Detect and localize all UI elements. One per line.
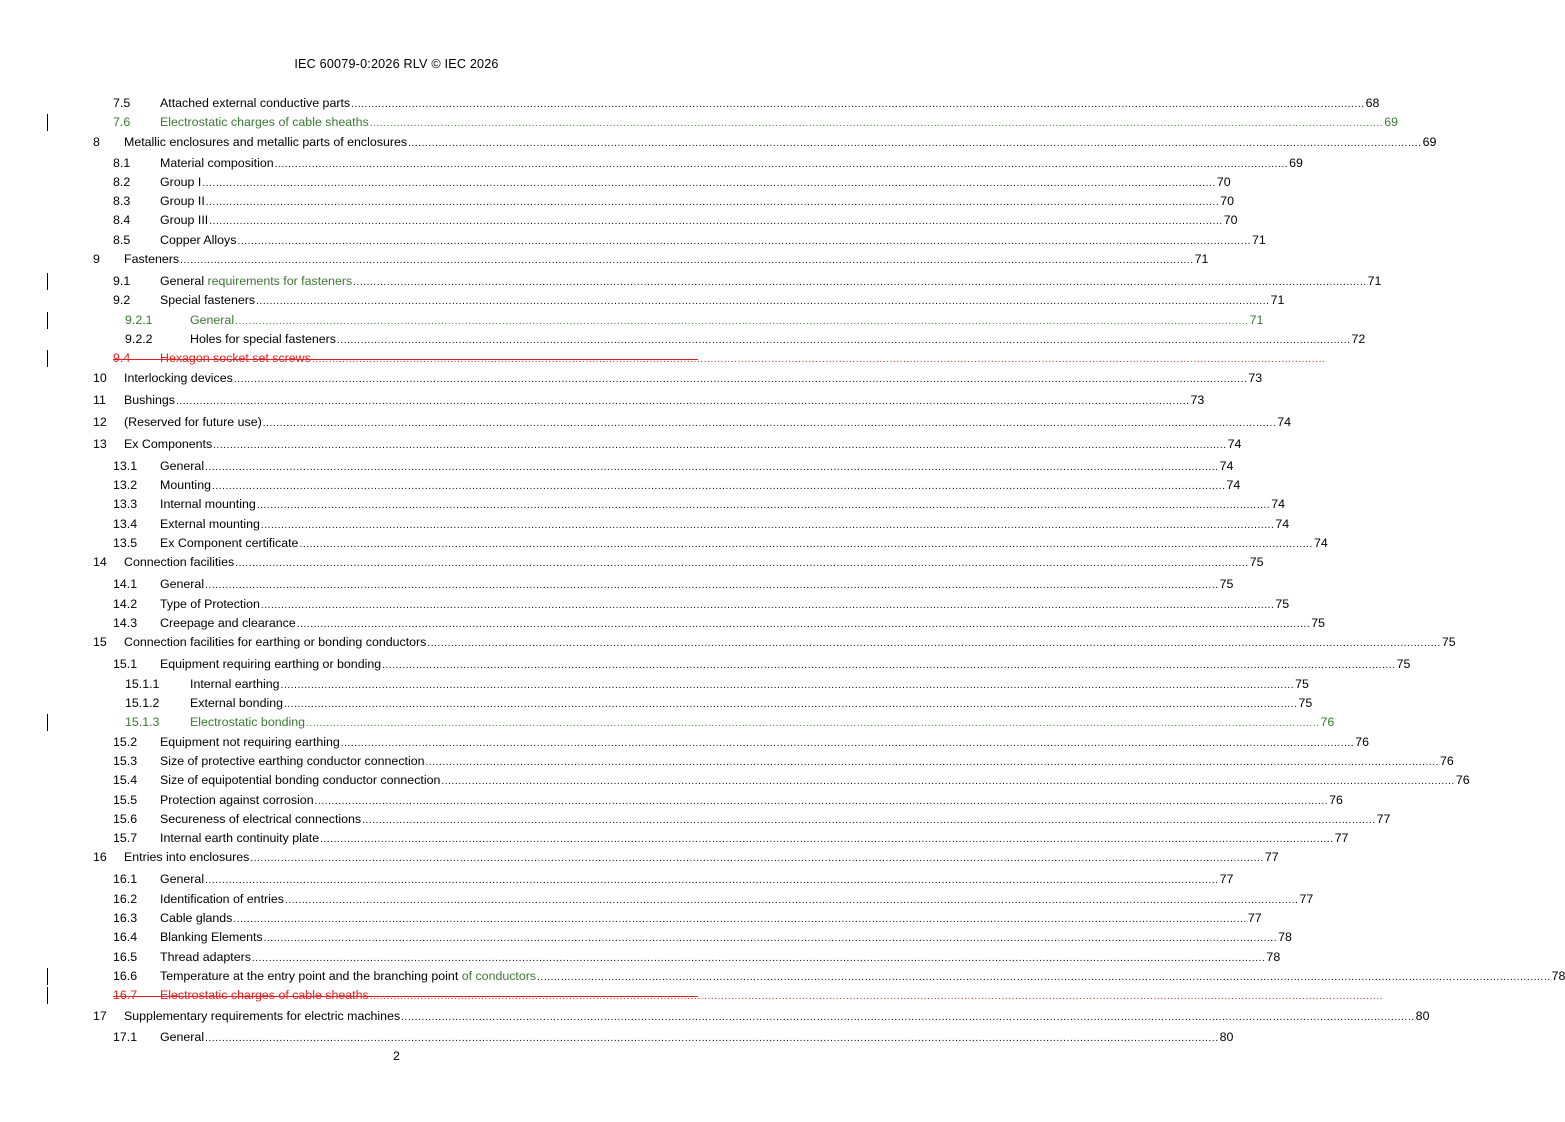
title-text: Special fasteners	[160, 293, 256, 307]
toc-entry-page: 74	[1275, 517, 1290, 531]
title-text: Size of protective earthing conductor connection	[160, 754, 425, 768]
toc-entry-number: 13.5	[113, 536, 138, 550]
dot-leader: ............................................................................................................................................................................................................................................................................................................	[209, 216, 1223, 227]
toc-entry-title	[160, 534, 298, 552]
dot-leader: ............................................................................................................................................................................................................................................................................................................	[353, 277, 1367, 288]
dot-leader: ............................................................................................................................................................................................................................................................................................................	[340, 738, 1355, 749]
title-text: General	[160, 459, 205, 473]
toc-entry-page: 76	[1320, 715, 1335, 729]
toc-entry-title	[160, 94, 350, 112]
inserted-text: Electrostatic charges of cable sheaths	[160, 115, 369, 129]
dot-leader: ............................................................................................................................................................................................................................................................................................................	[205, 1033, 1219, 1044]
toc-entry-page: 74	[1226, 478, 1241, 492]
toc-entry[interactable]	[0, 752, 1454, 770]
toc-entry-title	[160, 986, 369, 1004]
toc-entry[interactable]	[0, 391, 1205, 409]
toc-entry-title	[160, 733, 340, 751]
toc-entry[interactable]	[0, 369, 1263, 387]
title-text: Bushings	[124, 393, 175, 407]
dot-leader: ............................................................................................................................................................................................................................................................................................................	[237, 236, 1251, 247]
dot-leader: ............................................................................................................................................................................................................................................................................................................	[311, 354, 1326, 365]
title-text: Ex Components	[124, 437, 213, 451]
toc-entry-page: 75	[1295, 677, 1309, 691]
toc-entry-number: 17	[93, 1009, 107, 1023]
toc-entry-number: 9.2	[113, 293, 131, 307]
toc-entry-title	[160, 948, 251, 966]
toc-entry[interactable]	[0, 1028, 1234, 1046]
toc-entry-page: 69	[1384, 115, 1398, 129]
dot-leader: ............................................................................................................................................................................................................................................................................................................	[233, 374, 1248, 385]
toc-entry-number: 8	[93, 135, 100, 149]
toc-entry-number: 9.2.1	[125, 313, 153, 327]
title-text: (Reserved for future use)	[124, 415, 262, 429]
toc-entry-title	[160, 890, 284, 908]
dot-leader: ............................................................................................................................................................................................................................................................................................................	[213, 440, 1227, 451]
toc-entry-title	[160, 752, 425, 770]
toc-entry[interactable]	[0, 211, 1238, 229]
toc-entry-title	[160, 154, 274, 172]
toc-entry[interactable]	[0, 733, 1370, 751]
toc-entry-page: 73	[1248, 371, 1263, 385]
toc-entry-page: 77	[1264, 850, 1279, 864]
toc-entry-number: 15	[93, 635, 107, 649]
dot-leader: ............................................................................................................................................................................................................................................................................................................	[263, 933, 1278, 944]
toc-entry-number: 15.2	[113, 735, 138, 749]
toc-entry[interactable]	[0, 250, 1209, 268]
toc-entry-page: 77	[1376, 812, 1391, 826]
dot-leader: ............................................................................................................................................................................................................................................................................................................	[408, 138, 1422, 149]
toc-entry[interactable]	[0, 575, 1234, 593]
toc-entry-page: 80	[1415, 1009, 1430, 1023]
inserted-text: of conductors	[461, 969, 537, 983]
toc-entry-title	[160, 829, 319, 847]
toc-entry[interactable]	[0, 890, 1314, 908]
dot-leader: ............................................................................................................................................................................................................................................................................................................	[337, 335, 1351, 346]
change-bar	[47, 350, 48, 367]
toc-entry-number: 9.4	[113, 351, 131, 365]
dot-leader: ............................................................................................................................................................................................................................................................................................................	[314, 796, 1329, 807]
title-text: Blanking Elements	[160, 930, 263, 944]
dot-leader: ............................................................................................................................................................................................................................................................................................................	[256, 500, 1271, 511]
toc-entry-page: 70	[1223, 213, 1238, 227]
dot-leader: ............................................................................................................................................................................................................................................................................................................	[202, 178, 1216, 189]
inserted-text: Electrostatic bonding	[190, 715, 306, 729]
toc-entry-page: 76	[1355, 735, 1370, 749]
toc-entry-page: 77	[1299, 892, 1314, 906]
toc-entry-page: 74	[1277, 415, 1292, 429]
title-text: Fasteners	[124, 252, 180, 266]
dot-leader: ............................................................................................................................................................................................................................................................................................................	[256, 296, 1270, 307]
toc-entry-page: 69	[1289, 156, 1303, 170]
dot-leader: ............................................................................................................................................................................................................................................................................................................	[211, 481, 1226, 492]
toc-entry-number: 8.5	[113, 233, 131, 247]
change-bar	[47, 114, 48, 131]
dot-leader: ............................................................................................................................................................................................................................................................................................................	[284, 699, 1298, 710]
toc-entry-title	[160, 495, 256, 513]
toc-entry-title	[160, 173, 201, 191]
toc-entry-title	[160, 476, 211, 494]
toc-entry-title	[190, 330, 336, 348]
toc-entry-number: 8.1	[113, 156, 131, 170]
toc-entry-number: 15.7	[113, 831, 138, 845]
toc-entry-title	[124, 369, 233, 387]
toc-entry-page: 77	[1219, 872, 1234, 886]
toc-entry[interactable]	[0, 311, 1264, 329]
title-text: Electrostatic charges of cable sheaths	[160, 988, 369, 1002]
toc-entry[interactable]	[0, 713, 1335, 731]
toc-entry[interactable]	[0, 928, 1292, 946]
toc-entry[interactable]	[0, 495, 1286, 513]
toc-entry-number: 16	[93, 850, 107, 864]
title-text: Copper Alloys	[160, 233, 237, 247]
dot-leader: ............................................................................................................................................................................................................................................................................................................	[205, 580, 1219, 591]
toc-entry-page: 68	[1365, 96, 1380, 110]
toc-entry-page: 71	[1194, 252, 1209, 266]
title-text: Creepage and clearance	[160, 616, 296, 630]
toc-entry-page: 75	[1311, 616, 1326, 630]
toc-entry[interactable]	[0, 330, 1366, 348]
title-text: Cable glands	[160, 911, 233, 925]
toc-entry-title	[124, 633, 426, 651]
toc-entry-number: 17.1	[113, 1030, 138, 1044]
toc-entry-page: 73	[1190, 393, 1205, 407]
toc-entry-number: 15.6	[113, 812, 138, 826]
toc-entry[interactable]	[0, 694, 1313, 712]
toc-entry[interactable]	[0, 1007, 1430, 1025]
toc-entry[interactable]	[0, 791, 1343, 809]
toc-entry-title	[160, 791, 314, 809]
dot-leader: ............................................................................................................................................................................................................................................................................................................	[401, 1012, 1415, 1023]
toc-entry-number: 8.4	[113, 213, 131, 227]
toc-entry-number: 9.2.2	[125, 332, 153, 346]
toc-entry[interactable]	[0, 435, 1242, 453]
dot-leader: ............................................................................................................................................................................................................................................................................................................	[205, 462, 1219, 473]
toc-entry[interactable]	[0, 272, 1382, 290]
toc-entry-page: 77	[1334, 831, 1349, 845]
toc-entry-page: 74	[1313, 536, 1328, 550]
dot-leader: ............................................................................................................................................................................................................................................................................................................	[251, 953, 1266, 964]
title-text: Mounting	[160, 478, 211, 492]
title-text: External mounting	[160, 517, 260, 531]
dot-leader: ............................................................................................................................................................................................................................................................................................................	[262, 418, 1277, 429]
toc-entry-title	[124, 391, 175, 409]
toc-entry-number: 16.1	[113, 872, 138, 886]
toc-entry-title	[160, 810, 361, 828]
title-text: General	[160, 577, 205, 591]
toc-entry-number: 11	[93, 393, 106, 407]
dot-leader: ............................................................................................................................................................................................................................................................................................................	[205, 197, 1220, 208]
toc-entry-title	[190, 675, 280, 693]
toc-entry-number: 13.4	[113, 517, 138, 531]
toc-entry[interactable]	[0, 848, 1279, 866]
toc-entry-page: 77	[1247, 911, 1262, 925]
title-text: Holes for special fasteners	[190, 332, 337, 346]
toc-entry-number: 15.4	[113, 773, 138, 787]
toc-entry-title	[160, 614, 296, 632]
toc-entry-title	[160, 231, 236, 249]
title-text: Temperature at the entry point and the branching point	[160, 969, 462, 983]
toc-entry[interactable]	[0, 291, 1285, 309]
toc-entry-title	[160, 192, 205, 210]
toc-entry-number: 12	[93, 415, 107, 429]
toc-entry[interactable]	[0, 553, 1264, 571]
dot-leader: ............................................................................................................................................................................................................................................................................................................	[537, 972, 1551, 983]
toc-entry-page: 70	[1216, 175, 1231, 189]
toc-entry-title	[160, 272, 352, 290]
toc-entry-title	[160, 211, 208, 229]
toc-entry[interactable]	[0, 771, 1470, 789]
title-text: Internal mounting	[160, 497, 256, 511]
toc-entry-title	[160, 595, 260, 613]
toc-entry-title	[160, 515, 260, 533]
toc-entry[interactable]	[0, 349, 1326, 367]
toc-entry[interactable]	[0, 231, 1266, 249]
toc-entry[interactable]	[0, 113, 1398, 131]
toc-entry-title	[160, 113, 369, 131]
toc-entry-page: 78	[1266, 950, 1281, 964]
toc-entry-title	[190, 713, 305, 731]
dot-leader: ............................................................................................................................................................................................................................................................................................................	[175, 396, 1190, 407]
dot-leader: ............................................................................................................................................................................................................................................................................................................	[351, 99, 1365, 110]
toc-entry[interactable]	[0, 829, 1349, 847]
toc-entry-number: 15.1.3	[125, 715, 160, 729]
toc-entry-page: 75	[1249, 555, 1264, 569]
toc-entry-title	[124, 413, 262, 431]
title-text: Group II	[160, 194, 205, 208]
title-text: Connection facilities for earthing or bonding conductors	[124, 635, 427, 649]
toc-entry-title	[124, 133, 407, 151]
toc-entry-title	[190, 311, 234, 329]
toc-entry-number: 7.5	[113, 96, 131, 110]
change-bar	[47, 968, 48, 985]
title-text: Identification of entries	[160, 892, 284, 906]
title-text: Protection against corrosion	[160, 793, 314, 807]
toc-entry-number: 15.3	[113, 754, 138, 768]
toc-entry-number: 14.1	[113, 577, 138, 591]
toc-entry-title	[190, 694, 283, 712]
toc-entry[interactable]	[0, 133, 1437, 151]
toc-entry-page: 75	[1275, 597, 1290, 611]
toc-entry-number: 16.6	[113, 969, 138, 983]
dot-leader: ............................................................................................................................................................................................................................................................................................................	[427, 638, 1441, 649]
toc-entry[interactable]	[0, 655, 1411, 673]
title-text: Group III	[160, 213, 209, 227]
toc-entry-page: 74	[1219, 459, 1234, 473]
toc-entry-number: 15.1.2	[125, 696, 160, 710]
title-text: Entries into enclosures	[124, 850, 250, 864]
dot-leader: ............................................................................................................................................................................................................................................................................................................	[441, 776, 1455, 787]
title-text: Interlocking devices	[124, 371, 233, 385]
toc-entry[interactable]	[0, 94, 1380, 112]
toc-entry-number: 13	[93, 437, 107, 451]
title-text: Connection facilities	[124, 555, 235, 569]
dot-leader: ............................................................................................................................................................................................................................................................................................................	[260, 600, 1275, 611]
dot-leader: ............................................................................................................................................................................................................................................................................................................	[235, 558, 1249, 569]
dot-leader: ............................................................................................................................................................................................................................................................................................................	[233, 914, 1247, 925]
page-header: IEC 60079-0:2026 RLV © IEC 2026	[294, 57, 499, 71]
toc-entry-title	[160, 349, 311, 367]
dot-leader: ............................................................................................................................................................................................................................................................................................................	[235, 316, 1249, 327]
title-text: Material composition	[160, 156, 274, 170]
toc-entry-page: 71	[1249, 313, 1264, 327]
toc-entry-number: 7.6	[113, 115, 131, 129]
inserted-text: requirements for fasteners	[207, 274, 353, 288]
title-text: Thread adapters	[160, 950, 251, 964]
title-text: Hexagon socket set screws	[160, 351, 311, 365]
toc-entry-page: 72	[1351, 332, 1366, 346]
toc-entry[interactable]	[0, 173, 1231, 191]
toc-entry-page: 80	[1219, 1030, 1234, 1044]
toc-entry-page: 76	[1329, 793, 1343, 807]
toc-entry-number: 16.4	[113, 930, 138, 944]
toc-entry[interactable]	[0, 633, 1456, 651]
toc-entry-page: 75	[1219, 577, 1234, 591]
inserted-text: General	[190, 313, 235, 327]
toc-entry[interactable]	[0, 154, 1303, 172]
toc-entry-title	[160, 909, 232, 927]
dot-leader: ............................................................................................................................................................................................................................................................................................................	[369, 118, 1384, 129]
toc-entry[interactable]	[0, 948, 1281, 966]
toc-entry-number: 15.1.1	[125, 677, 160, 691]
dot-leader: ............................................................................................................................................................................................................................................................................................................	[320, 834, 1334, 845]
toc-entry-title	[160, 457, 204, 475]
toc-entry-number: 10	[93, 371, 107, 385]
title-text: Internal earth continuity plate	[160, 831, 320, 845]
title-text: General	[160, 1030, 205, 1044]
toc-entry-number: 15.1	[113, 657, 138, 671]
toc-entry-number: 16.3	[113, 911, 138, 925]
toc-entry-title	[124, 848, 249, 866]
dot-leader: ............................................................................................................................................................................................................................................................................................................	[205, 875, 1219, 886]
toc-entry-number: 13.2	[113, 478, 138, 492]
toc-entry-number: 16.5	[113, 950, 138, 964]
toc-entry-title	[160, 291, 255, 309]
toc-entry[interactable]	[0, 675, 1309, 693]
toc-entry[interactable]	[0, 192, 1235, 210]
toc-entry[interactable]	[0, 534, 1328, 552]
dot-leader: ............................................................................................................................................................................................................................................................................................................	[280, 680, 1295, 691]
dot-leader: ............................................................................................................................................................................................................................................................................................................	[284, 895, 1299, 906]
toc-entry-title	[124, 435, 212, 453]
toc-entry-number: 13.3	[113, 497, 138, 511]
title-text: Group I	[160, 175, 202, 189]
title-text: Size of equipotential bonding conductor connection	[160, 773, 441, 787]
toc-entry[interactable]	[0, 986, 1384, 1004]
toc-entry-number: 16.2	[113, 892, 138, 906]
toc-entry[interactable]	[0, 967, 1565, 985]
title-text: Attached external conductive parts	[160, 96, 351, 110]
toc-entry-page: 71	[1251, 233, 1266, 247]
toc-entry-title	[160, 870, 204, 888]
dot-leader: ............................................................................................................................................................................................................................................................................................................	[382, 660, 1396, 671]
toc-entry-number: 8.2	[113, 175, 131, 189]
toc-entry-number: 14.3	[113, 616, 138, 630]
title-text: Equipment requiring earthing or bonding	[160, 657, 382, 671]
toc-entry-page: 71	[1367, 274, 1382, 288]
toc-entry-page: 78	[1278, 930, 1292, 944]
dot-leader: ............................................................................................................................................................................................................................................................................................................	[274, 159, 1289, 170]
toc-entry-title	[160, 967, 536, 985]
toc-entry-number: 15.5	[113, 793, 138, 807]
change-bar	[47, 714, 48, 731]
title-text: General	[160, 872, 205, 886]
title-text: External bonding	[190, 696, 283, 710]
page-number: 2	[393, 1049, 400, 1063]
toc-entry-title	[160, 575, 204, 593]
dot-leader: ............................................................................................................................................................................................................................................................................................................	[296, 619, 1311, 630]
title-text: General	[160, 274, 208, 288]
toc-entry[interactable]	[0, 413, 1292, 431]
toc-entry-title	[124, 1007, 400, 1025]
toc-entry-number: 14.2	[113, 597, 138, 611]
title-text: Equipment not requiring earthing	[160, 735, 340, 749]
title-text: Supplementary requirements for electric machines	[124, 1009, 401, 1023]
toc-entry-page: 74	[1227, 437, 1242, 451]
toc-entry-title	[160, 655, 381, 673]
dot-leader: ............................................................................................................................................................................................................................................................................................................	[425, 757, 1439, 768]
toc-entry[interactable]	[0, 476, 1241, 494]
toc-entry-title	[160, 771, 440, 789]
dot-leader: ............................................................................................................................................................................................................................................................................................................	[260, 520, 1275, 531]
dot-leader: ............................................................................................................................................................................................................................................................................................................	[362, 815, 1376, 826]
toc-entry-number: 9.1	[113, 274, 131, 288]
dot-leader: ............................................................................................................................................................................................................................................................................................................	[306, 718, 1320, 729]
change-bar	[47, 312, 48, 329]
toc-entry[interactable]	[0, 810, 1391, 828]
title-text: Metallic enclosures and metallic parts of enclosures	[124, 135, 408, 149]
toc-entry-page: 70	[1220, 194, 1235, 208]
toc-entry-page: 75	[1396, 657, 1411, 671]
toc-entry-title	[160, 928, 263, 946]
toc-entry[interactable]	[0, 909, 1262, 927]
title-text: Secureness of electrical connections	[160, 812, 362, 826]
toc-entry[interactable]	[0, 595, 1290, 613]
dot-leader: ............................................................................................................................................................................................................................................................................................................	[369, 991, 1384, 1002]
toc-entry-page: 76	[1440, 754, 1454, 768]
toc-entry-number: 9	[93, 252, 100, 266]
toc-entry-title	[124, 250, 179, 268]
toc-entry-number: 14	[93, 555, 107, 569]
title-text: Ex Component certificate	[160, 536, 299, 550]
toc-entry-page: 71	[1270, 293, 1285, 307]
strikethrough-line	[113, 359, 698, 360]
toc-entry-number: 8.3	[113, 194, 131, 208]
toc-entry[interactable]	[0, 614, 1326, 632]
toc-entry-title	[160, 1028, 204, 1046]
toc-entry-title	[124, 553, 234, 571]
toc-entry-number: 16.7	[113, 988, 138, 1002]
toc-entry-page: 69	[1422, 135, 1437, 149]
title-text: Type of Protection	[160, 597, 260, 611]
dot-leader: ............................................................................................................................................................................................................................................................................................................	[250, 853, 1264, 864]
toc-entry[interactable]	[0, 515, 1290, 533]
toc-entry-page: 75	[1298, 696, 1313, 710]
dot-leader: ............................................................................................................................................................................................................................................................................................................	[180, 255, 1194, 266]
toc-entry-page: 78	[1551, 969, 1565, 983]
change-bar	[47, 987, 48, 1004]
toc-entry[interactable]	[0, 870, 1234, 888]
strikethrough-line	[113, 996, 698, 997]
dot-leader: ............................................................................................................................................................................................................................................................................................................	[299, 539, 1313, 550]
toc-entry-page: 76	[1455, 773, 1470, 787]
toc-entry-page: 75	[1441, 635, 1456, 649]
toc-entry-number: 13.1	[113, 459, 138, 473]
toc-entry-page: 74	[1271, 497, 1286, 511]
title-text: Internal earthing	[190, 677, 280, 691]
change-bar	[47, 273, 48, 290]
toc-entry[interactable]	[0, 457, 1234, 475]
